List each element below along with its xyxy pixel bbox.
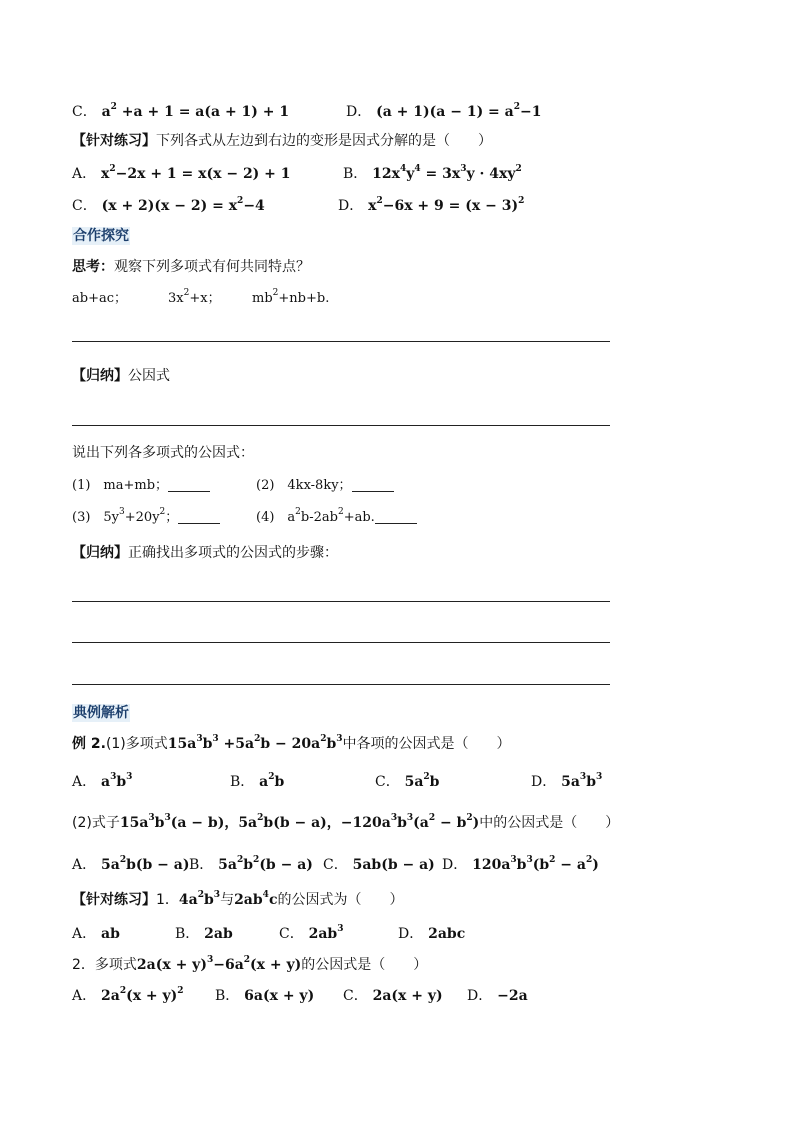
poly-3: $mb^2+nb+b$. bbox=[252, 288, 330, 306]
practice-2-question-1: 【针对练习】1．$4a^2b^3$与$2ab^4c$的公因式为（ ） bbox=[72, 890, 404, 908]
poly-1: ab+ac； bbox=[72, 291, 127, 306]
option-b: B． 6a(x + y) bbox=[215, 988, 315, 1004]
option-a: A． $a^3b^3$ bbox=[72, 772, 133, 790]
answer-line bbox=[72, 341, 610, 342]
option-c: C． $5a^2b$ bbox=[375, 772, 440, 790]
option-d: D． $(a + 1)(a - 1) = a^2-1$ bbox=[346, 102, 542, 120]
option-b: B． $a^2b$ bbox=[230, 772, 285, 790]
option-a: A． $5a^2b(b - a)$ bbox=[72, 855, 190, 873]
option-d: D． $120a^3b^3(b^2 - a^2)$ bbox=[442, 855, 599, 873]
answer-line bbox=[72, 425, 610, 426]
summary-common-factor: 【归纳】公因式 bbox=[72, 368, 170, 384]
answer-line bbox=[72, 684, 610, 685]
think-prompt: 思考：观察下列多项式有何共同特点？ bbox=[72, 259, 310, 275]
option-a: A． $2a^2(x + y)^2$ bbox=[72, 986, 184, 1004]
option-c: C． $(x + 2)(x - 2) = x^2-4$ bbox=[72, 196, 265, 214]
section-heading-cooperation: 合作探究 bbox=[73, 228, 129, 244]
exercise-2: (2) 4kx-8ky； bbox=[256, 476, 394, 496]
example-2-part-2: (2)式子$15a^3b^3(a - b)$，$5a^2b(b - a)$，$-120a^3b^3(a^2 - b^2)$中的公因式是（ ） bbox=[72, 813, 620, 831]
answer-line bbox=[72, 601, 610, 602]
instruction-say-common-factor: 说出下列各多项式的公因式： bbox=[72, 445, 254, 461]
option-a: A． ab bbox=[72, 926, 120, 942]
option-d: D． $5a^3b^3$ bbox=[531, 772, 603, 790]
answer-blank[interactable] bbox=[375, 509, 417, 524]
option-c: C． 5ab(b − a) bbox=[323, 857, 435, 873]
option-b: B． 2ab bbox=[175, 926, 233, 942]
option-b: B． $12x^4y^4 = 3x^3y \cdot 4xy^2$ bbox=[343, 164, 522, 182]
answer-blank[interactable] bbox=[178, 509, 220, 524]
option-d: D． 2abc bbox=[398, 926, 466, 942]
option-c: C． 2a(x + y) bbox=[343, 988, 443, 1004]
practice-question-1: 【针对练习】下列各式从左边到右边的变形是因式分解的是（ ） bbox=[72, 133, 492, 149]
option-b: B． $5a^2b^2(b - a)$ bbox=[189, 855, 313, 873]
example-2-part-1: 例 2.(1)多项式$15a^3b^3 +5a^2b - 20a^2b^3$中各项的公因式是（ ） bbox=[72, 734, 511, 752]
option-c: C． $a^2 +a + 1 = a(a + 1) + 1$ bbox=[72, 102, 290, 120]
exercise-3: (3) $5y^3+20y^2$； bbox=[72, 508, 220, 528]
exercise-4: (4) $a^2b-2ab^2+ab$. bbox=[256, 508, 417, 528]
poly-2: $3x^2+x$； bbox=[168, 288, 221, 306]
option-d: D． $x^2-6x + 9 = (x - 3)^2$ bbox=[338, 196, 525, 214]
answer-blank[interactable] bbox=[168, 477, 210, 492]
option-a: A． $x^2-2x + 1 = x(x - 2) + 1$ bbox=[72, 164, 291, 182]
answer-blank[interactable] bbox=[352, 477, 394, 492]
summary-steps: 【归纳】正确找出多项式的公因式的步骤： bbox=[72, 545, 338, 561]
option-c: C． $2ab^3$ bbox=[279, 924, 344, 942]
practice-2-question-2: 2．多项式$2a(x + y)^3-6a^2(x + y)$的公因式是（ ） bbox=[72, 955, 428, 973]
option-d: D． −2a bbox=[467, 988, 528, 1004]
exercise-1: (1) ma+mb； bbox=[72, 476, 210, 496]
answer-line bbox=[72, 642, 610, 643]
section-heading-examples: 典例解析 bbox=[73, 705, 129, 721]
